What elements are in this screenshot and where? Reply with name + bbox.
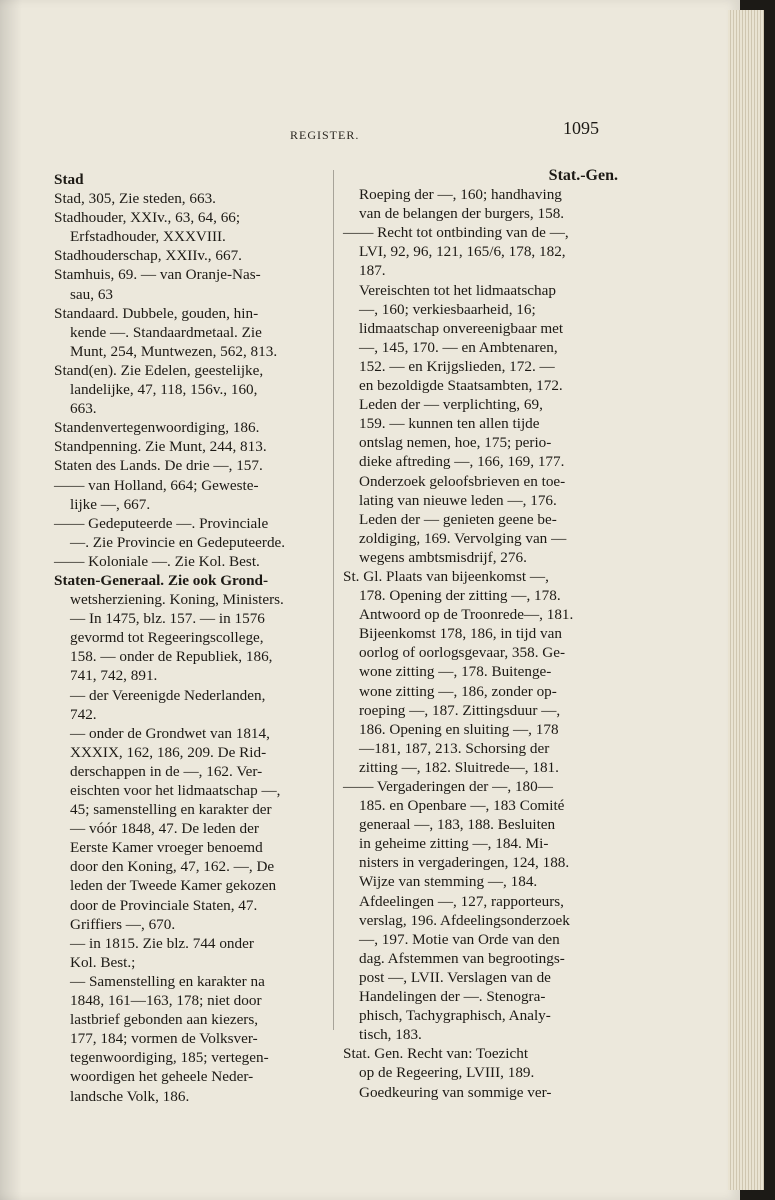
index-line: 186. Opening en sluiting —, 178 xyxy=(359,720,559,738)
index-line: oorlog of oorlogsgevaar, 358. Ge- xyxy=(359,644,566,662)
index-line: —— Gedeputeerde —. Provinciale xyxy=(54,514,269,532)
index-line: leden der Tweede Kamer gekozen xyxy=(70,877,277,895)
index-line: door de Provinciale Staten, 47. xyxy=(70,896,258,914)
index-line: post —, LVII. Verslagen van de xyxy=(359,968,551,986)
index-line: Stand(en). Zie Edelen, geestelijke, xyxy=(54,361,264,379)
index-line: wone zitting —, 186, zonder op- xyxy=(359,682,557,700)
index-line: lijke —, 667. xyxy=(70,495,151,513)
index-line: Stadhouderschap, XXIIv., 667. xyxy=(54,247,242,265)
index-line: —, 197. Motie van Orde van den xyxy=(359,930,560,948)
index-line: 741, 742, 891. xyxy=(70,667,158,685)
page-number: 1095 xyxy=(563,118,599,138)
index-line: landelijke, 47, 118, 156v., 160, xyxy=(70,381,258,399)
index-line: 187. xyxy=(359,262,386,280)
column-divider xyxy=(333,170,334,1030)
index-line: Stat. Gen. Recht van: Toezicht xyxy=(343,1045,529,1063)
index-line: landsche Volk, 186. xyxy=(70,1087,190,1105)
index-line: derschappen in de —, 162. Ver- xyxy=(70,762,263,780)
index-line: wone zitting —, 178. Buitenge- xyxy=(359,663,552,681)
index-line: op de Regeering, LVIII, 189. xyxy=(359,1064,535,1082)
index-line: wetsherziening. Koning, Ministers. xyxy=(70,591,284,609)
index-line: lidmaatschap onvereenigbaar met xyxy=(359,319,564,337)
left-column xyxy=(54,170,328,1106)
index-line: —— Vergaderingen der —, 180— xyxy=(343,778,553,795)
index-line: Eerste Kamer vroeger benoemd xyxy=(70,839,263,857)
index-line: Vereischten tot het lidmaatschap xyxy=(359,281,556,299)
index-line: Kol. Best.; xyxy=(70,953,136,971)
index-line: Griffiers —, 670. xyxy=(70,915,176,933)
right-column-heading: Stat.-Gen. xyxy=(548,167,618,184)
index-line: dag. Afstemmen van begrootings- xyxy=(359,949,565,967)
running-head: REGISTER. xyxy=(290,128,360,142)
index-line: Standenvertegenwoordiging, 186. xyxy=(54,419,260,437)
index-line: 45; samenstelling en karakter der xyxy=(70,801,272,819)
index-line: 152. — en Krijgslieden, 172. — xyxy=(359,357,555,375)
index-line: wegens ambtsmisdrijf, 276. xyxy=(359,548,527,566)
index-line: zitting —, 182. Sluitrede—, 181. xyxy=(359,758,559,776)
index-line: — in 1815. Zie blz. 744 onder xyxy=(70,934,254,952)
index-line: —— Recht tot ontbinding van de —, xyxy=(343,224,569,242)
index-line: lastbrief gebonden aan kiezers, xyxy=(70,1011,259,1029)
index-line: gevormd tot Regeeringscollege, xyxy=(70,629,264,647)
index-line: LVI, 92, 96, 121, 165/6, 178, 182, xyxy=(359,243,566,261)
index-line: St. Gl. Plaats van bijeenkomst —, xyxy=(343,567,549,585)
index-line: Staten-Generaal. Zie ook Grond- xyxy=(54,571,269,589)
index-line: generaal —, 183, 188. Besluiten xyxy=(359,816,556,834)
index-line: in geheime zitting —, 184. Mi- xyxy=(359,835,549,853)
index-line: Standpenning. Zie Munt, 244, 813. xyxy=(54,438,267,456)
index-line: van de belangen der burgers, 158. xyxy=(359,205,565,223)
index-line: Goedkeuring van sommige ver- xyxy=(359,1083,552,1101)
index-line: Stad xyxy=(54,171,84,188)
index-line: —, 145, 170. — en Ambtenaren, xyxy=(359,338,558,356)
index-line: en bezoldigde Staatsambten, 172. xyxy=(359,377,563,395)
index-line: Afdeelingen —, 127, rapporteurs, xyxy=(359,892,564,910)
index-line: 663. xyxy=(70,400,97,418)
index-line: Antwoord op de Troonrede—, 181. xyxy=(359,606,574,624)
index-line: zoldiging, 169. Vervolging van — xyxy=(359,529,567,547)
index-line: Stad, 305, Zie steden, 663. xyxy=(54,190,216,208)
index-line: roeping —, 187. Zittingsduur —, xyxy=(359,701,561,719)
index-line: Standaard. Dubbele, gouden, hin- xyxy=(54,304,259,322)
index-line: tegenwoordiging, 185; vertegen- xyxy=(70,1049,269,1067)
index-line: — In 1475, blz. 157. — in 1576 xyxy=(70,610,265,628)
index-line: — Samenstelling en karakter na xyxy=(70,972,265,990)
index-line: XXXIX, 162, 186, 209. De Rid- xyxy=(70,743,267,761)
index-line: 159. — kunnen ten allen tijde xyxy=(359,415,540,433)
index-line: 158. — onder de Republiek, 186, xyxy=(70,648,273,666)
right-column xyxy=(343,166,618,1102)
index-line: Leden der — genieten geene be- xyxy=(359,510,557,528)
spine-shadow xyxy=(0,0,22,1200)
index-line: woordigen het geheele Neder- xyxy=(70,1068,254,1086)
index-line: 1848, 161—163, 178; niet door xyxy=(70,992,262,1010)
page-edges xyxy=(728,10,764,1190)
index-line: 178. Opening der zitting —, 178. xyxy=(359,587,561,605)
index-line: door den Koning, 47, 162. —, De xyxy=(70,858,275,876)
index-line: Wijze van stemming —, 184. xyxy=(359,873,538,891)
index-line: —, 160; verkiesbaarheid, 16; xyxy=(359,300,536,318)
index-line: Munt, 254, Muntwezen, 562, 813. xyxy=(70,342,278,360)
index-line: Leden der — verplichting, 69, xyxy=(359,396,543,414)
index-line: Stadhouder, XXIv., 63, 64, 66; xyxy=(54,209,241,227)
index-line: 742. xyxy=(70,705,97,723)
index-line: phisch, Tachygraphisch, Analy- xyxy=(359,1007,551,1025)
index-line: dieke aftreding —, 166, 169, 177. xyxy=(359,453,565,471)
index-line: Stamhuis, 69. — van Oranje-Nas- xyxy=(54,266,261,284)
index-line: nisters in vergaderingen, 124, 188. xyxy=(359,854,570,872)
index-line: —. Zie Provincie en Gedeputeerde. xyxy=(70,533,286,551)
index-line: tisch, 183. xyxy=(359,1026,422,1044)
index-line: Handelingen der —. Stenogra- xyxy=(359,988,546,1006)
index-line: lating van nieuwe leden —, 176. xyxy=(359,491,557,509)
index-line: 177, 184; vormen de Volksver- xyxy=(70,1030,258,1048)
index-line: —181, 187, 213. Schorsing der xyxy=(359,739,550,757)
index-line: 185. en Openbare —, 183 Comité xyxy=(359,797,565,815)
index-line: sau, 63 xyxy=(70,285,114,303)
index-line: eischten voor het lidmaatschap —, xyxy=(70,782,281,799)
index-line: Onderzoek geloofsbrieven en toe- xyxy=(359,472,566,490)
index-line: — der Vereenigde Nederlanden, xyxy=(70,686,266,704)
index-line: Staten des Lands. De drie —, 157. xyxy=(54,457,263,475)
index-line: Roeping der —, 160; handhaving xyxy=(359,186,562,204)
index-line: Erfstadhouder, XXXVIII. xyxy=(70,228,226,246)
index-line: — vóór 1848, 47. De leden der xyxy=(70,820,259,838)
index-line: kende —. Standaardmetaal. Zie xyxy=(70,323,262,341)
index-line: verslag, 196. Afdeelingsonderzoek xyxy=(359,911,570,929)
index-line: —— van Holland, 664; Geweste- xyxy=(54,476,259,494)
index-line: Bijeenkomst 178, 186, in tijd van xyxy=(359,625,562,643)
index-line: — onder de Grondwet van 1814, xyxy=(70,724,270,742)
index-line: ontslag nemen, hoe, 175; perio- xyxy=(359,434,552,452)
index-line: —— Koloniale —. Zie Kol. Best. xyxy=(54,552,260,570)
